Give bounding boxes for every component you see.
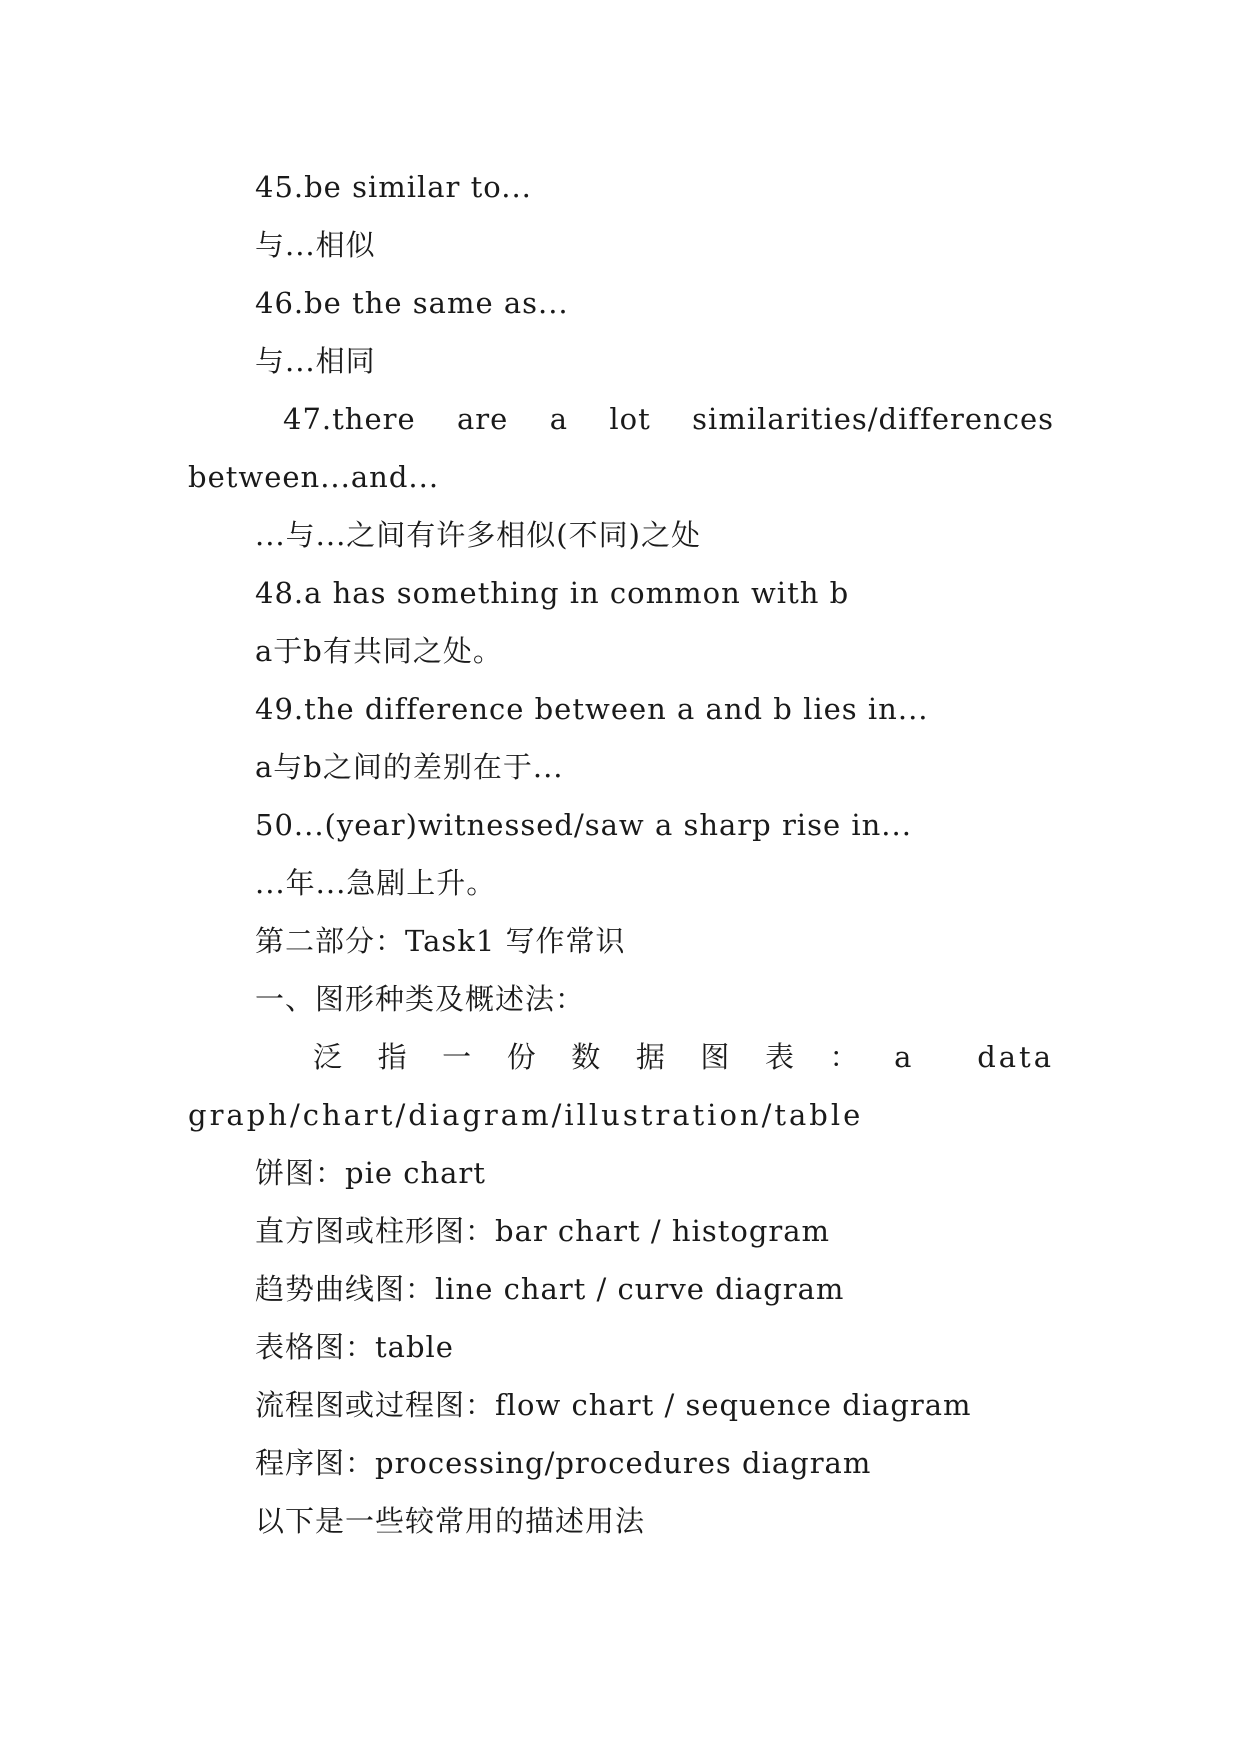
text-paragraph: 泛指一份数据图表：a data graph/chart/diagram/illustration/table bbox=[188, 1040, 1054, 1132]
section-heading: 第二部分：Task1 写作常识 bbox=[255, 924, 626, 958]
text-line: 48.a has something in common with b bbox=[255, 576, 850, 610]
text-paragraph: 47.there are a lot similarities/differences between...and... bbox=[188, 402, 1054, 494]
text-line: a与b之间的差别在于... bbox=[255, 750, 564, 784]
text-line: 以下是一些较常用的描述用法 bbox=[255, 1504, 646, 1538]
text-line: 46.be the same as... bbox=[255, 286, 569, 320]
subsection-heading: 一、图形种类及概述法： bbox=[255, 982, 586, 1016]
text-line: ...与...之间有许多相似(不同)之处 bbox=[255, 518, 701, 552]
text-line: 与...相似 bbox=[255, 228, 376, 262]
text-line: 表格图：table bbox=[255, 1330, 454, 1364]
document-body bbox=[188, 158, 1054, 1550]
text-line: a于b有共同之处。 bbox=[255, 634, 503, 668]
text-line: 50...(year)witnessed/saw a sharp rise in... bbox=[255, 808, 912, 842]
text-line: 45.be similar to... bbox=[255, 170, 532, 204]
text-line: 流程图或过程图：flow chart / sequence diagram bbox=[255, 1388, 972, 1422]
text-line: 与...相同 bbox=[255, 344, 376, 378]
text-line: 直方图或柱形图：bar chart / histogram bbox=[255, 1214, 831, 1248]
text-line: 趋势曲线图：line chart / curve diagram bbox=[255, 1272, 845, 1306]
text-line: 饼图：pie chart bbox=[255, 1156, 486, 1190]
text-line: ...年...急剧上升。 bbox=[255, 866, 497, 900]
text-line: 49.the difference between a and b lies in... bbox=[255, 692, 929, 726]
text-line: 程序图：processing/procedures diagram bbox=[255, 1446, 872, 1480]
